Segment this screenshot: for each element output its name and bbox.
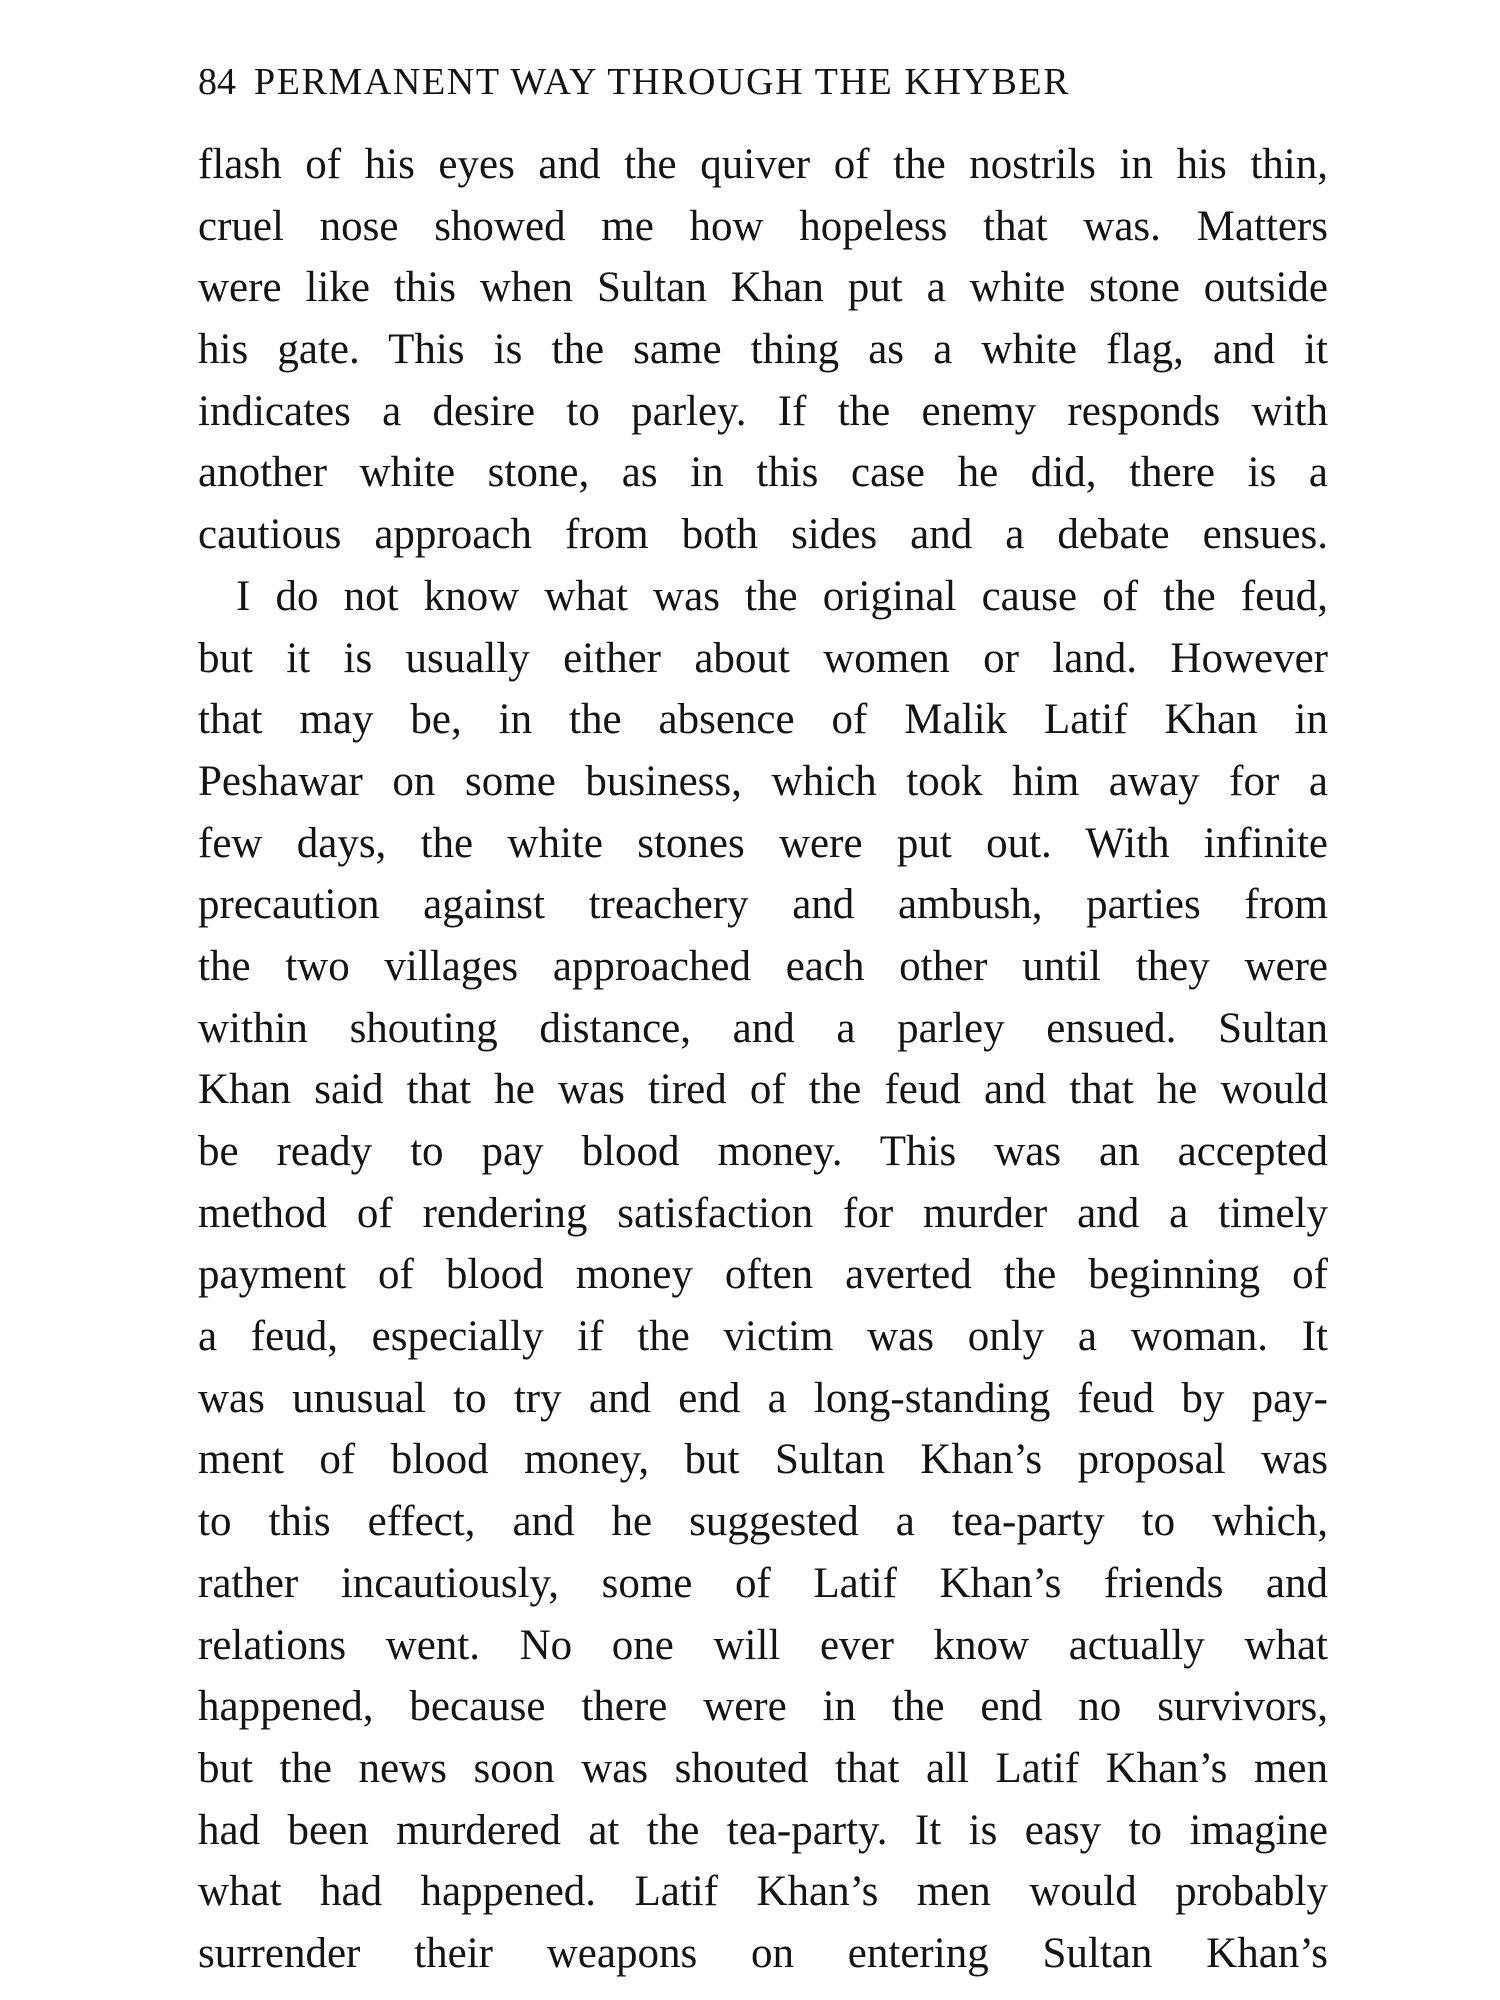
text-line: another white stone, as in this case he did, there is a xyxy=(198,449,1328,497)
text-line: had been murdered at the tea-party. It is easy to imagine xyxy=(198,1806,1328,1854)
text-line: happened, because there were in the end no survivors, xyxy=(198,1683,1328,1731)
text-line: payment of blood money often averted the beginning of xyxy=(198,1251,1328,1299)
running-title: PERMANENT WAY THROUGH THE KHYBER xyxy=(254,61,1071,103)
text-line: what had happened. Latif Khan’s men would probably xyxy=(198,1868,1328,1916)
text-line-paragraph-start: I do not know what was the original cause of the feud, xyxy=(236,572,1328,620)
text-line: ment of blood money, but Sultan Khan’s proposal was xyxy=(198,1436,1328,1484)
text-line: his gate. This is the same thing as a white flag, and it xyxy=(198,326,1328,374)
text-line: that may be, in the absence of Malik Latif Khan in xyxy=(198,696,1328,744)
text-line: a feud, especially if the victim was only a woman. It xyxy=(198,1313,1328,1361)
text-line: within shouting distance, and a parley ensued. Sultan xyxy=(198,1004,1328,1052)
text-line: surrender their weapons on entering Sultan Khan’s xyxy=(198,1929,1328,1977)
text-line: few days, the white stones were put out. With infinite xyxy=(198,819,1328,867)
text-line: to this effect, and he suggested a tea-party to which, xyxy=(198,1498,1328,1546)
text-line: cautious approach from both sides and a debate ensues. xyxy=(198,511,1328,559)
text-line: Peshawar on some business, which took him away for a xyxy=(198,757,1328,805)
text-line: indicates a desire to parley. If the enemy responds with xyxy=(198,387,1328,435)
text-line: but it is usually either about women or land. However xyxy=(198,634,1328,682)
page-number: 84 xyxy=(198,61,236,103)
text-line: rather incautiously, some of Latif Khan’s friends and xyxy=(198,1559,1328,1607)
text-line: the two villages approached each other until they were xyxy=(198,942,1328,990)
text-line: Khan said that he was tired of the feud and that he would xyxy=(198,1066,1328,1114)
text-line: cruel nose showed me how hopeless that was. Matters xyxy=(198,202,1328,250)
text-line: was unusual to try and end a long-standing feud by pay- xyxy=(198,1374,1328,1422)
text-line: relations went. No one will ever know actually what xyxy=(198,1621,1328,1669)
text-line: be ready to pay blood money. This was an accepted xyxy=(198,1128,1328,1175)
body-text xyxy=(198,134,1328,1985)
text-line: precaution against treachery and ambush, parties from xyxy=(198,881,1328,929)
text-line: were like this when Sultan Khan put a white stone outside xyxy=(198,264,1328,312)
text-line: but the news soon was shouted that all Latif Khan’s men xyxy=(198,1744,1328,1792)
text-line: method of rendering satisfaction for murder and a timely xyxy=(198,1189,1328,1237)
running-header xyxy=(198,52,1328,112)
text-line: flash of his eyes and the quiver of the nostrils in his thin, xyxy=(198,141,1328,188)
